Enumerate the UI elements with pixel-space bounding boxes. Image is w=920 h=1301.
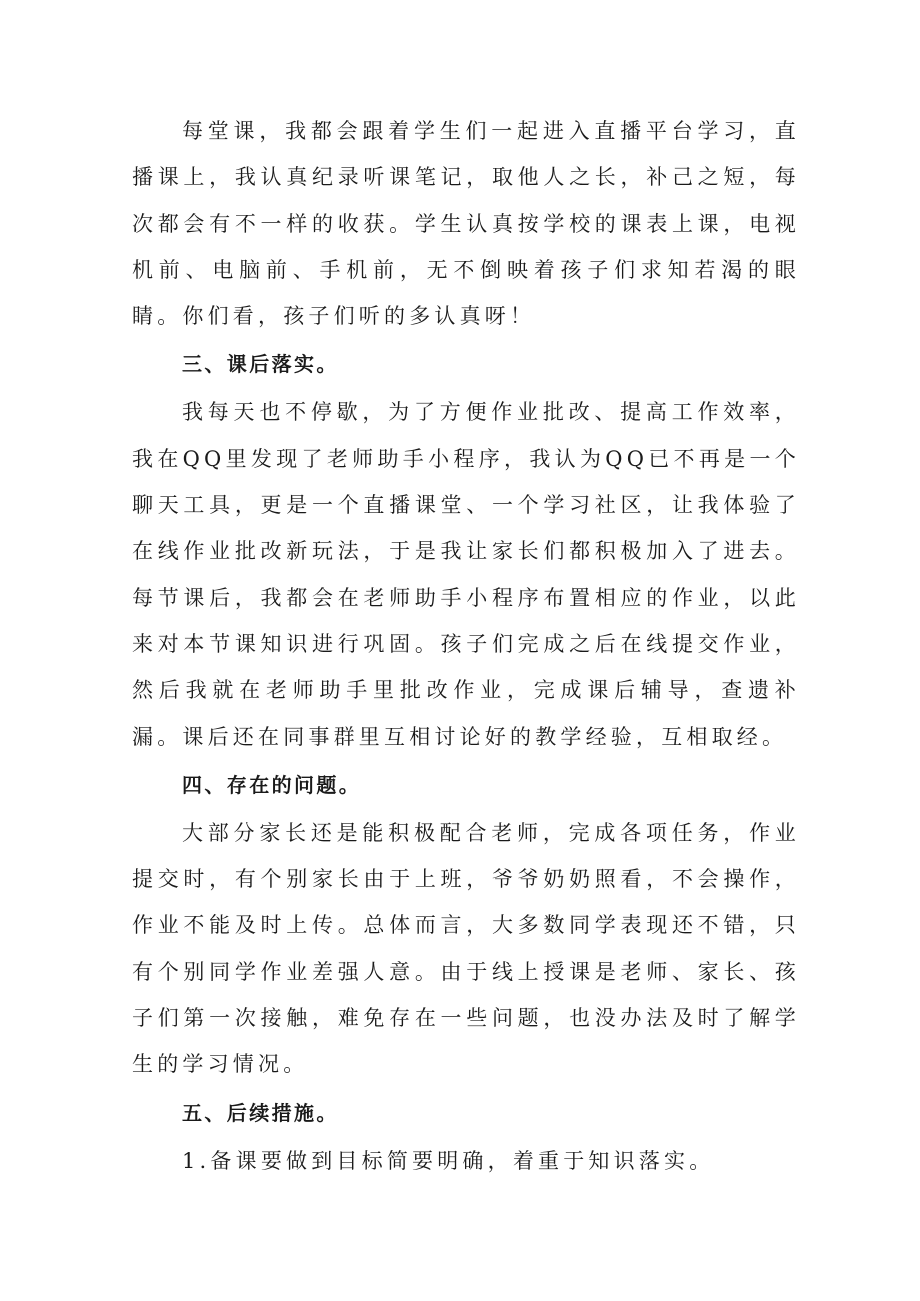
paragraph-live-class: 每堂课，我都会跟着学生们一起进入直播平台学习，直播课上，我认真纪录听课笔记，取他人之长，补己之短，每次都会有不一样的收获。学生认真按学校的课表上课，电视机前、电脑前、手机前，无不倒映着孩子们求知若渴的眼睛。你们看，孩子们听的多认真呀！: [132, 119, 800, 329]
document-body: [132, 108, 800, 1184]
heading-after-class: 三、课后落实。: [182, 352, 339, 377]
paragraph-homework: 我每天也不停歇，为了方便作业批改、提高工作效率，我在QQ里发现了老师助手小程序，我认为QQ已不再是一个聊天工具，更是一个直播课堂、一个学习社区，让我体验了在线作业批改新玩法，于是我让家长们都积极加入了进去。每节课后，我都会在老师助手小程序布置相应的作业，以此来对本节课知识进行巩固。孩子们完成之后在线提交作业，然后我就在老师助手里批改作业，完成课后辅导，查遗补漏。课后还在同事群里互相讨论好的教学经验，互相取经。: [132, 400, 800, 749]
heading-follow-up: 五、后续措施。: [182, 1100, 339, 1125]
list-item-1: 1.备课要做到目标简要明确，着重于知识落实。: [182, 1148, 715, 1173]
paragraph-problems: 大部分家长还是能积极配合老师，完成各项任务，作业提交时，有个别家长由于上班，爷爷奶奶照看，不会操作，作业不能及时上传。总体而言，大多数同学表现还不错，只有个别同学作业差强人意。由于线上授课是老师、家长、孩子们第一次接触，难免存在一些问题，也没办法及时了解学生的学习情况。: [132, 820, 800, 1077]
heading-problems: 四、存在的问题。: [182, 772, 362, 797]
